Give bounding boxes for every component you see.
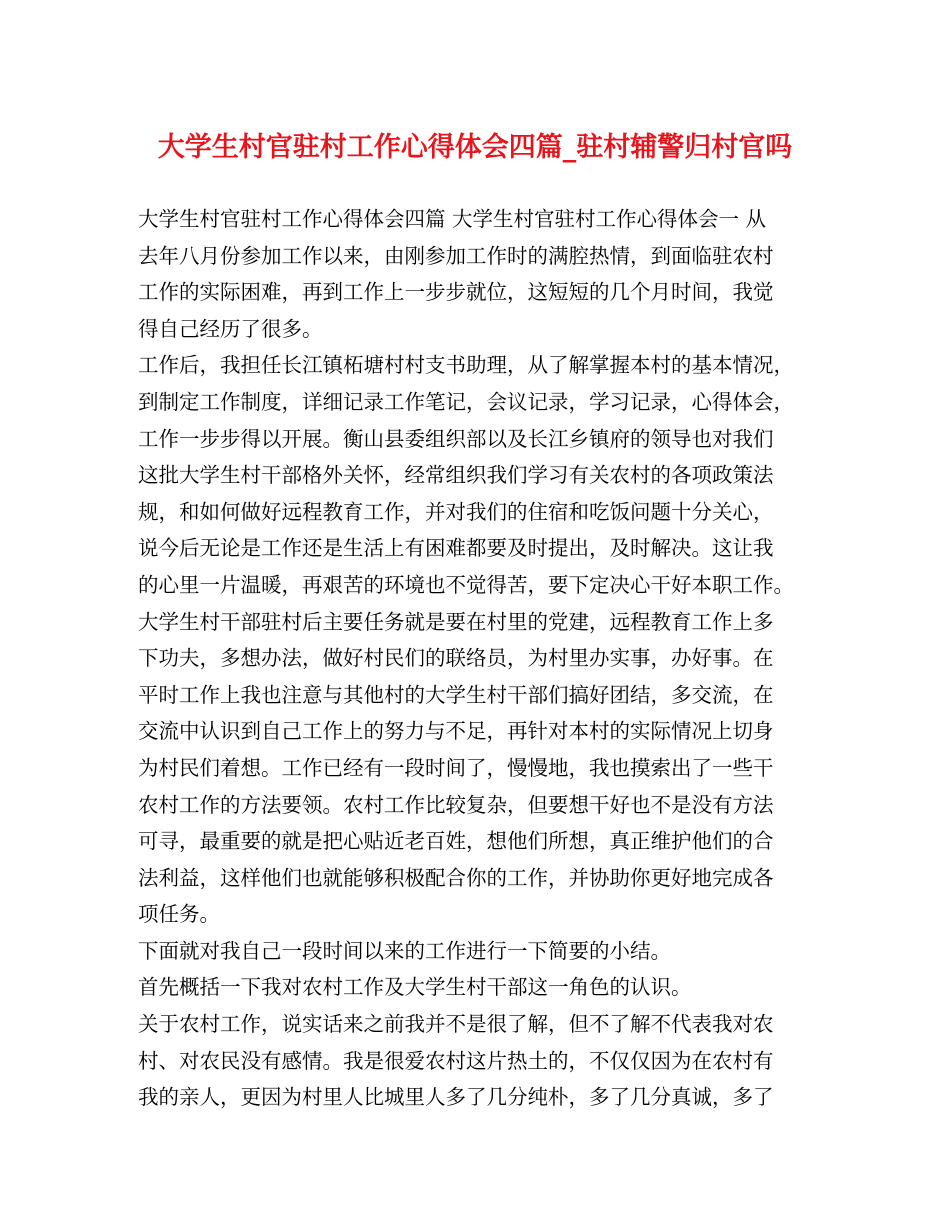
body-line: 可寻，最重要的就是把心贴近老百姓，想他们所想，真正维护他们的合: [138, 829, 774, 854]
body-line: 到制定工作制度，详细记录工作笔记，会议记录，学习记录，心得体会，: [138, 389, 794, 414]
body-line: 得自己经历了很多。: [138, 316, 323, 341]
body-line: 工作后，我担任长江镇柘塘村村支书助理，从了解掌握本村的基本情况，: [138, 353, 794, 378]
body-line: 大学生村干部驻村后主要任务就是要在村里的党建，远程教育工作上多: [138, 609, 774, 634]
body-line: 为村民们着想。工作已经有一段时间了，慢慢地，我也摸索出了一些干: [138, 755, 774, 780]
body-line: 说今后无论是工作还是生活上有困难都要及时提出，及时解决。这让我: [138, 536, 774, 561]
document-title: 大学生村官驻村工作心得体会四篇_驻村辅警归村官吗: [157, 132, 793, 163]
body-line: 的心里一片温暖，再艰苦的环境也不觉得苦，要下定决心干好本职工作。: [138, 572, 794, 597]
body-line: 规，和如何做好远程教育工作，并对我们的住宿和吃饭问题十分关心，: [138, 499, 774, 524]
body-line: 我的亲人，更因为村里人比城里人多了几分纯朴，多了几分真诚，多了: [138, 1085, 774, 1110]
body-line: 村、对农民没有感情。我是很爱农村这片热土的，不仅仅因为在农村有: [138, 1048, 774, 1073]
body-line: 工作的实际困难，再到工作上一步步就位，这短短的几个月时间，我觉: [138, 280, 774, 305]
body-line: 关于农村工作，说实话来之前我并不是很了解，但不了解不代表我对农: [138, 1012, 774, 1037]
body-line: 平时工作上我也注意与其他村的大学生村干部们搞好团结，多交流，在: [138, 682, 774, 707]
body-line: 大学生村官驻村工作心得体会四篇 大学生村官驻村工作心得体会一 从: [138, 207, 767, 231]
body-line: 项任务。: [138, 902, 220, 927]
body-line: 工作一步步得以开展。衡山县委组织部以及长江乡镇府的领导也对我们: [138, 426, 774, 451]
body-line: 下功夫，多想办法，做好村民们的联络员，为村里办实事，办好事。在: [138, 646, 774, 671]
body-line: 下面就对我自己一段时间以来的工作进行一下简要的小结。: [138, 938, 671, 963]
body-line: 法利益，这样他们也就能够积极配合你的工作，并协助你更好地完成各: [138, 865, 774, 890]
body-line: 去年八月份参加工作以来，由刚参加工作时的满腔热情，到面临驻农村: [138, 243, 774, 268]
document-body: [138, 201, 822, 1116]
body-line: 交流中认识到自己工作上的努力与不足，再针对本村的实际情况上切身: [138, 719, 774, 744]
body-line: 农村工作的方法要领。农村工作比较复杂，但要想干好也不是没有方法: [138, 792, 774, 817]
body-line: 首先概括一下我对农村工作及大学生村干部这一角色的认识。: [138, 975, 692, 1000]
body-line: 这批大学生村干部格外关怀，经常组织我们学习有关农村的各项政策法: [138, 463, 774, 488]
